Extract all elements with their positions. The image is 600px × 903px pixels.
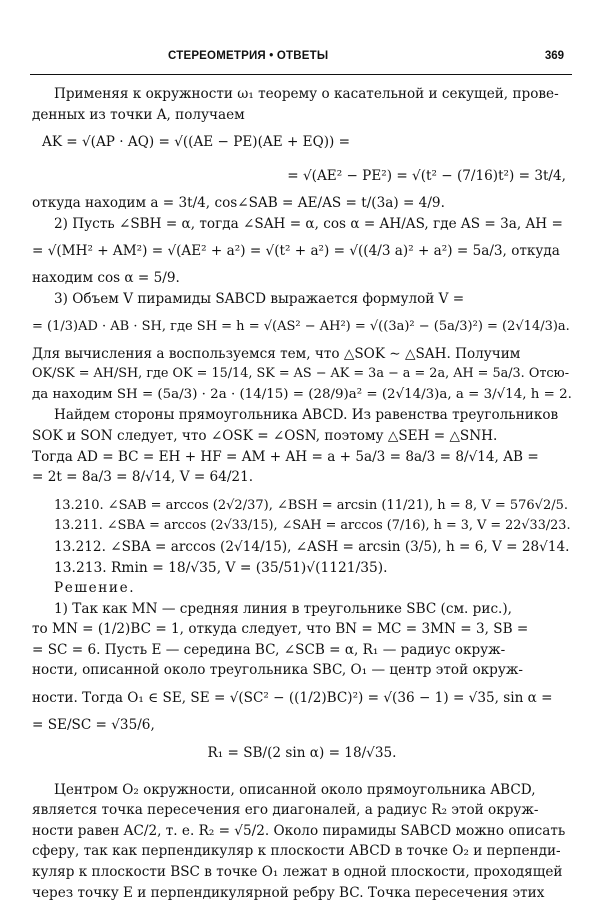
text-line: = SE/SC = √35/6, (32, 717, 155, 734)
text-line: = √(MH² + AM²) = √(AE² + a²) = √(t² + a²) = √((4/3 a)² + a²) = 5a/3, откуда (32, 243, 560, 260)
solution-heading: Решение. (54, 580, 136, 597)
text-line: 1) Так как MN — средняя линия в треугольнике SBC (см. рис.), (54, 600, 512, 617)
text-line: откуда находим a = 3t/4, cos∠SAB = AE/AS = t/(3a) = 4/9. (32, 195, 445, 212)
text-line: является точка пересечения его диагоналей, а радиус R₂ этой окруж- (32, 802, 539, 819)
header-rule (30, 74, 572, 75)
text-line: ности, описанной около треугольника SBC, O₁ — центр этой окруж- (32, 662, 523, 679)
text-line: 2) Пусть ∠SBH = α, тогда ∠SAH = α, cos α = AH/AS, где AS = 3a, AH = (54, 215, 563, 232)
text-line: Центром O₂ окружности, описанной около прямоугольника ABCD, (54, 781, 536, 798)
text-line: да находим SH = (5a/3) · 2a · (14/15) = (28/9)a² = (2√14/3)a, a = 3/√14, h = 2. (32, 386, 572, 402)
text-line: Найдем стороны прямоугольника ABCD. Из равенства треугольников (54, 407, 559, 424)
text-line: = SC = 6. Пусть E — середина BC, ∠SCB = α, R₁ — радиус окруж- (32, 641, 506, 658)
page-number: 369 (544, 50, 564, 62)
text-line: через точку E и перпендикулярной ребру BC. Точка пересечения этих (32, 884, 545, 901)
text-line: сферу, так как перпендикуляр к плоскости ABCD в точке O₂ и перпенди- (32, 843, 561, 860)
text-line: Тогда AD = BC = EH + HF = AM + AH = a + 5a/3 = 8a/3 = 8/√14, AB = (32, 448, 539, 465)
section-title: СТЕРЕОМЕТРИЯ • ОТВЕТЫ (168, 50, 329, 62)
text-body (32, 84, 572, 903)
text-line: денных из точки A, получаем (32, 106, 245, 123)
text-line: то MN = (1/2)BC = 1, откуда следует, что BN = MC = 3MN = 3, SB = (32, 621, 529, 638)
answer-13-210: 13.210. ∠SAB = arccos (2√2/37), ∠BSH = arcsin (11/21), h = 8, V = 576√2/5. (54, 497, 569, 513)
text-line: куляр к плоскости BSC в точке O₁ лежат в одной плоскости, проходящей (32, 864, 563, 881)
text-line: Применяя к окружности ω₁ теорему о касательной и секущей, прове- (54, 86, 559, 102)
text-line: = (1/3)AD · AB · SH, где SH = h = √(AS² − AH²) = √((3a)² − (5a/3)²) = (2√14/3)a. (32, 318, 570, 334)
equation-line: = √(AE² − PE²) = √(t² − (7/16)t²) = 3t/4, (287, 168, 566, 185)
answer-13-212: 13.212. ∠SBA = arccos (2√14/15), ∠ASH = arcsin (3/5), h = 6, V = 28√14. (54, 538, 570, 555)
text-line: OK/SK = AH/SH, где OK = 15/14, SK = AS − AK = 3a − a = 2a, AH = 5a/3. Отсю- (32, 366, 570, 382)
answer-13-213: 13.213. Rmin = 18/√35, V = (35/51)√(1121/35). (54, 559, 388, 576)
text-line: Для вычисления a воспользуемся тем, что △SOK ∼ △SAH. Получим (32, 345, 521, 362)
text-line: SOK и SON следует, что ∠OSK = ∠OSN, поэтому △SEH = △SNH. (32, 427, 498, 444)
text-line: ности равен AC/2, т. е. R₂ = √5/2. Около пирамиды SABCD можно описать (32, 822, 566, 839)
answer-13-211: 13.211. ∠SBA = arccos (2√33/15), ∠SAH = arccos (7/16), h = 3, V = 22√33/23. (54, 518, 571, 534)
running-header (34, 50, 570, 70)
equation-line: R₁ = SB/(2 sin α) = 18/√35. (207, 744, 397, 761)
text-line: ности. Тогда O₁ ∈ SE, SE = √(SC² − ((1/2)BC)²) = √(36 − 1) = √35, sin α = (32, 690, 553, 707)
text-line: 3) Объем V пирамиды SABCD выражается формулой V = (54, 290, 465, 307)
equation-line: AK = √(AP · AQ) = √((AE − PE)(AE + EQ)) = (42, 134, 351, 151)
text-line: находим cos α = 5/9. (32, 270, 180, 287)
text-line: = 2t = 8a/3 = 8/√14, V = 64/21. (32, 469, 254, 486)
